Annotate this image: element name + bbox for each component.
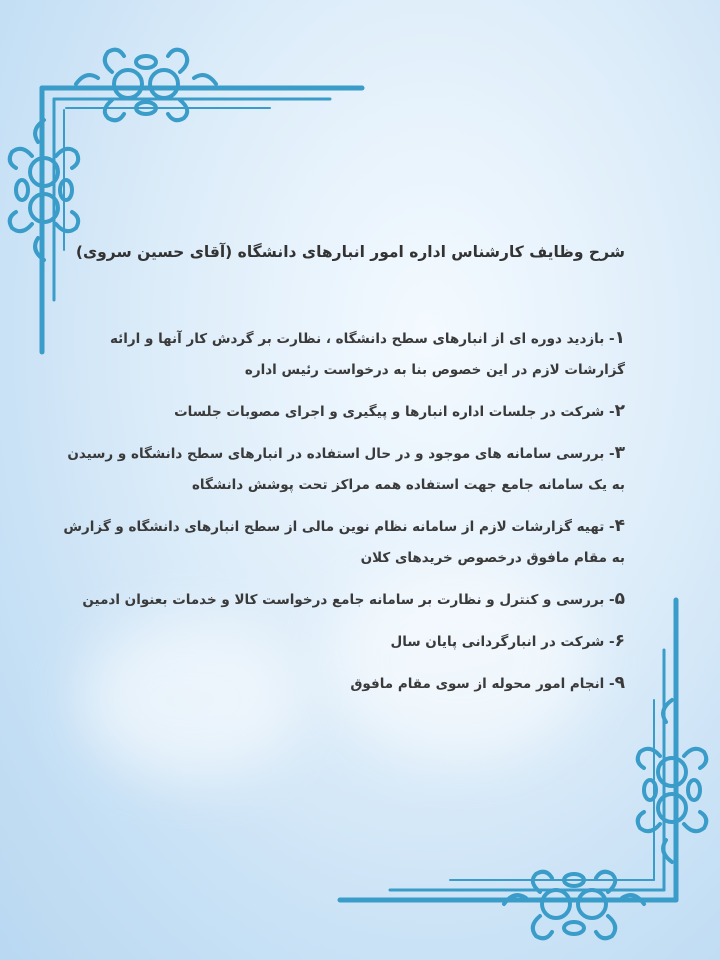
- item-number: ۵: [614, 588, 625, 609]
- list-item: [60, 323, 625, 386]
- item-text: - بازدید دوره ای از انبارهای سطح دانشگاه ، نظارت بر گردش کار آنها و ارائه گزارشات لازم در این خصوص بنا به درخواست رئیس اداره: [110, 330, 625, 378]
- item-text: - شرکت در جلسات اداره انبارها و پیگیری و اجرای مصوبات جلسات: [174, 403, 615, 420]
- item-number: ۹: [614, 672, 625, 693]
- list-item: [60, 626, 625, 658]
- document-title: شرح وظایف کارشناس اداره امور انبارهای دانشگاه (آقای حسین سروی): [75, 243, 625, 261]
- item-text: - شرکت در انبارگردانی پایان سال: [390, 633, 615, 650]
- item-number: ۱: [614, 327, 625, 348]
- item-text: - بررسی و کنترل و نظارت بر سامانه جامع درخواست کالا و خدمات بعنوان ادمین: [82, 591, 615, 608]
- item-number: ۳: [614, 442, 625, 463]
- list-item: [60, 668, 625, 700]
- item-text: - بررسی سامانه های موجود و در حال استفاده در انبارهای سطح دانشگاه و رسیدن به یک سامانه جامع جهت استفاده همه مراکز تحت پوشش دانشگاه: [67, 445, 625, 493]
- list-item: [60, 511, 625, 574]
- list-item: [60, 584, 625, 616]
- item-text: - تهیه گزارشات لازم از سامانه نظام نوین مالی از سطح انبارهای دانشگاه و گزارش به مقام مافوق درخصوص خریدهای کلان: [63, 518, 625, 566]
- item-number: ۶: [614, 630, 625, 651]
- item-number: ۲: [614, 400, 625, 421]
- item-text: - انجام امور محوله از سوی مقام مافوق: [350, 675, 615, 692]
- list-item: [60, 396, 625, 428]
- item-number: ۴: [614, 515, 625, 536]
- list-item: [60, 438, 625, 501]
- job-description-content: [60, 240, 625, 710]
